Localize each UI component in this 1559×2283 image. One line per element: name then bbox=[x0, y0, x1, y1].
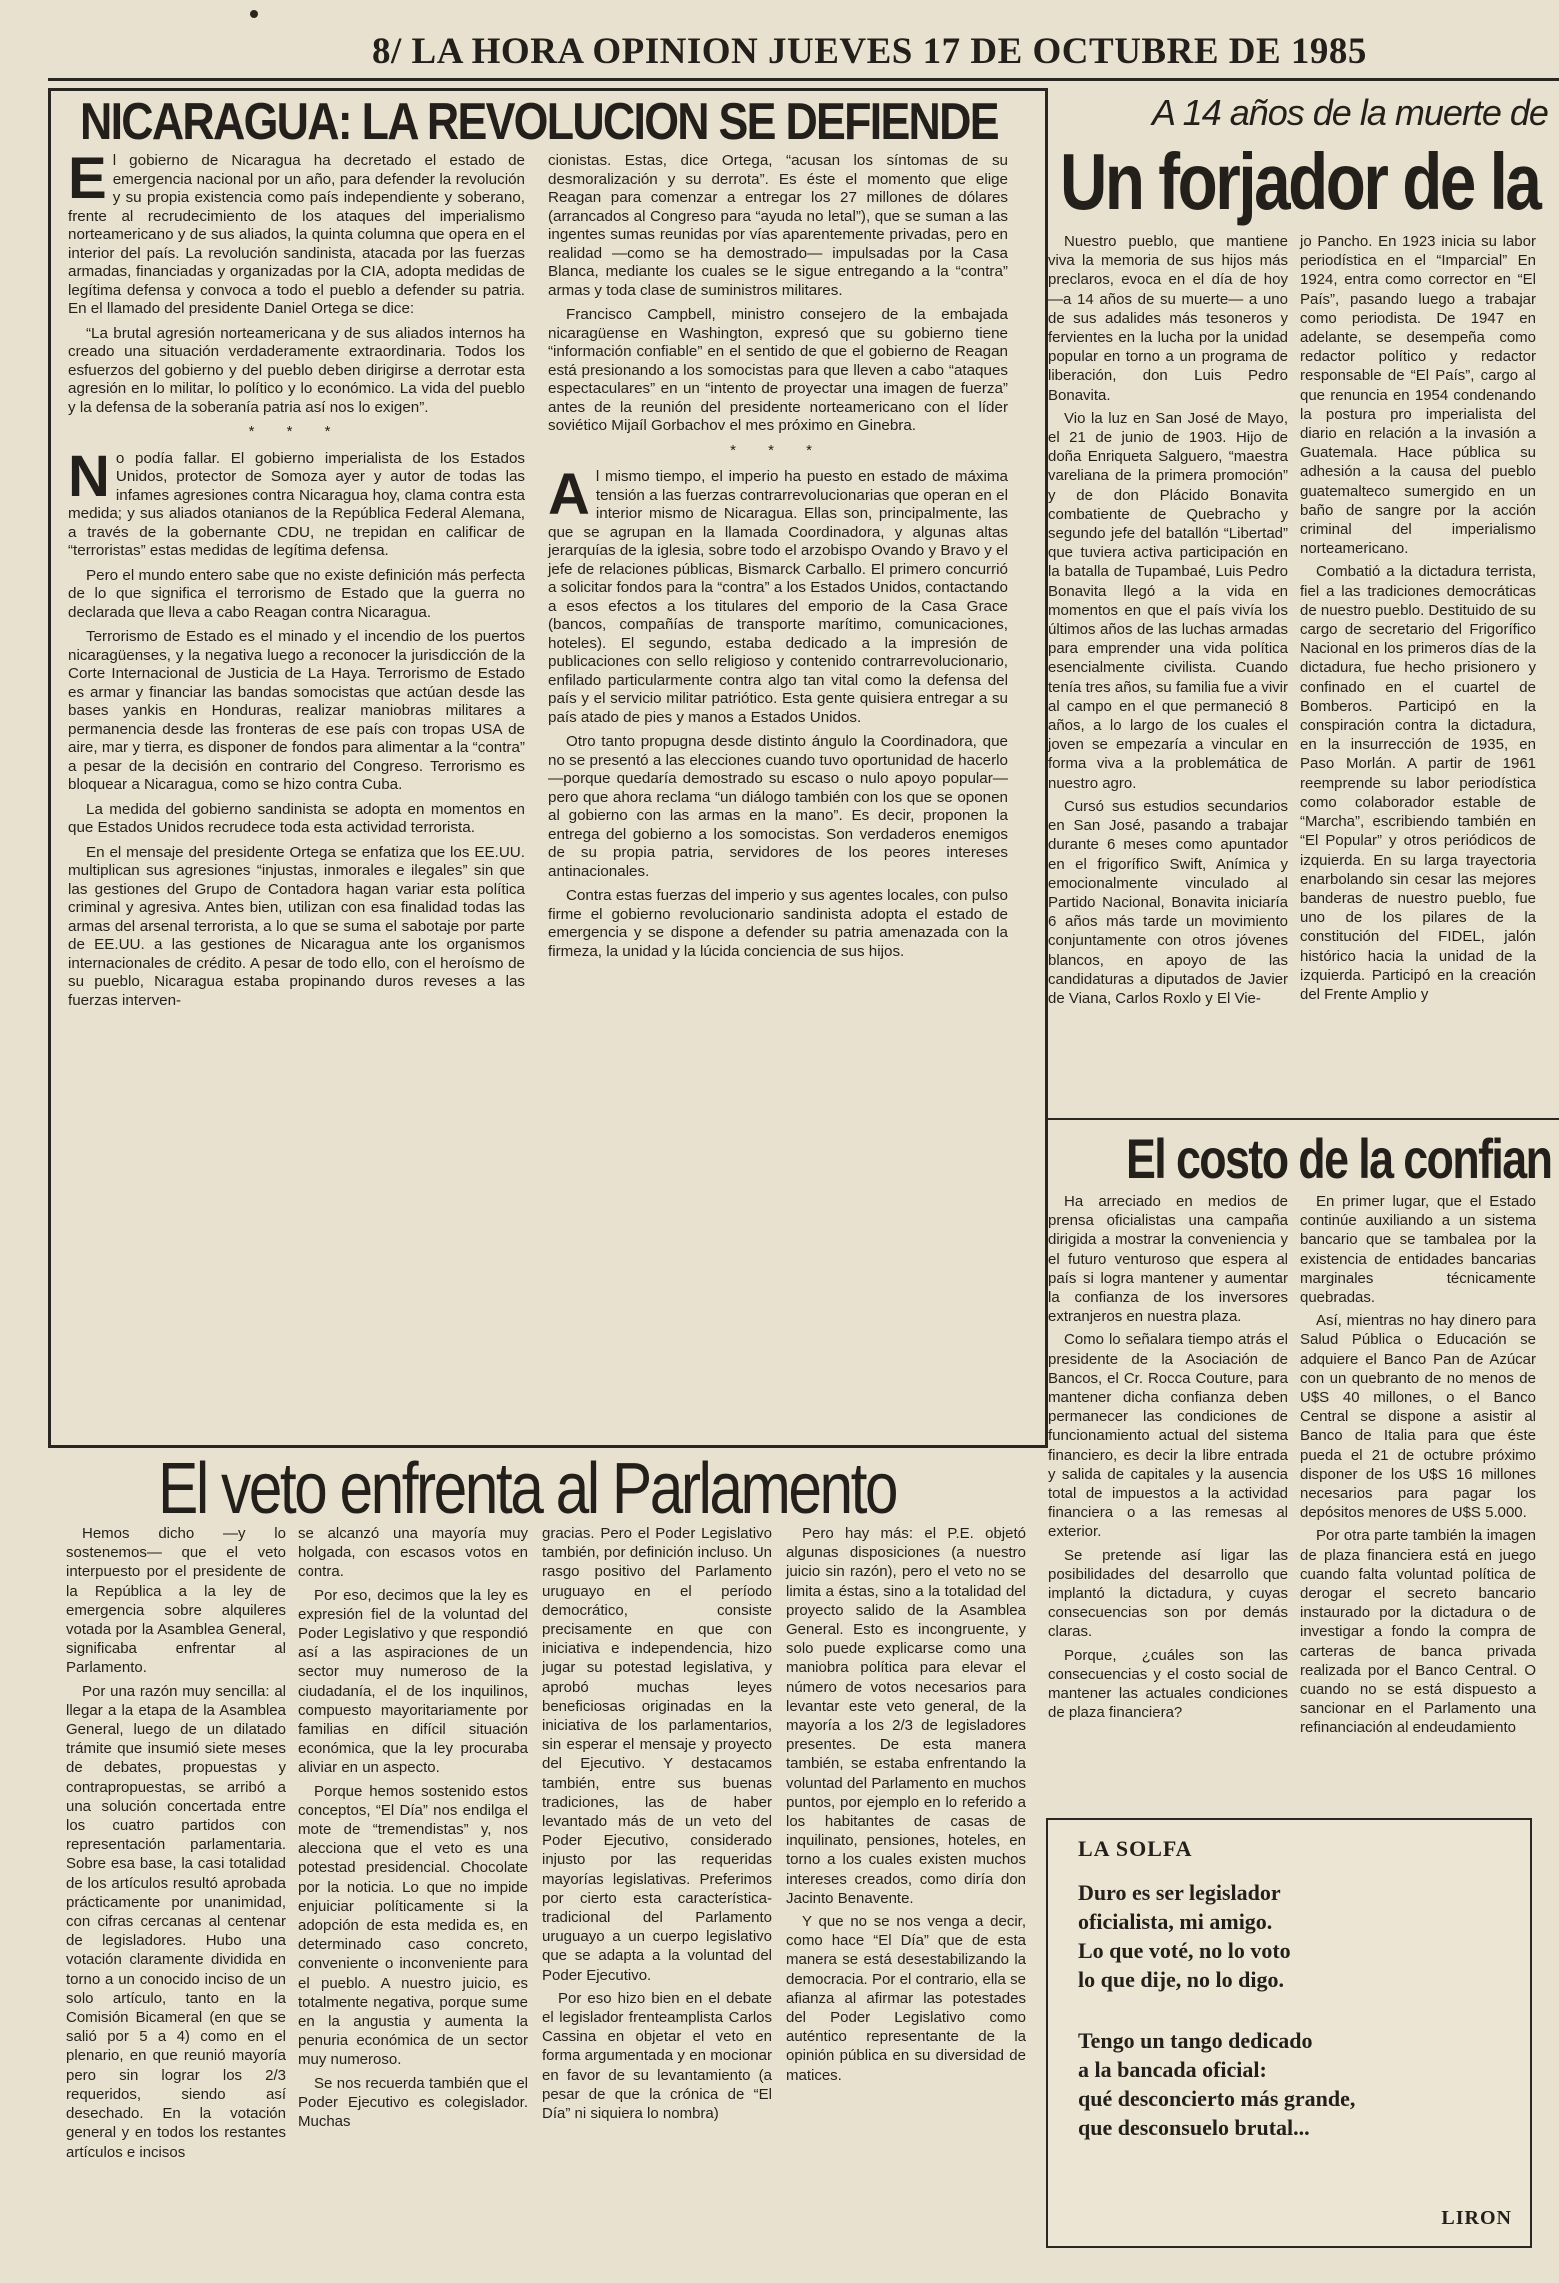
veto-paragraph: Por una razón muy sencilla: al llegar a la etapa de la Asamblea General, luego de un dilatado trámite que insumió siete meses de debates, propuestas y contrapropuestas, se arribó a una solución concertada entre los cuatro partidos con representación parlamentaria. Sobre esa base, la casi totalidad de los artículos resultó aprobada prácticamente por unanimidad, con cifras cercanas al centenar de legisladores. Hubo una votación claramente dividida en torno a un conocido inciso de un solo artículo, tanto en la Comisión Bicameral (en que se salió por 5 a 4) como en el plenario, en que reunió mayoría pero sin lograr los 2/3 requeridos, siendo así desechado. En la votación general y en todos los restantes artículos e incisos bbox=[66, 1682, 286, 2161]
solfa-line: oficialista, mi amigo. bbox=[1078, 1909, 1273, 1934]
veto-paragraph: Porque hemos sostenido estos conceptos, “El Día” nos endilga el mote de “tremendistas” y, nos alecciona que el veto es una potestad presidencial. Chocolate por la noticia. Lo que no impide enjuiciar políticamente si la adopción de esta medida es, en determinado caso concreto, conveniente o inconveniente para el pueblo. A nuestro juicio, es totalmente negativa, porque sume en la angustia y aumenta la penuria económica de un sector muy numeroso. bbox=[298, 1782, 528, 2069]
solfa-verse-1 bbox=[1078, 1878, 1518, 1994]
section-divider: * * * bbox=[248, 423, 345, 440]
nicaragua-paragraph: cionistas. Estas, dice Ortega, “acusan los síntomas de su desmoralización y su derrota”. Es éste el momento que elige Reagan para comenzar a entregar los 27 millones de dólares (arrancados al Congreso para “ayuda no letal”), que se suman a las ingentes sumas reunidas por vías aparentemente privadas, pero en realidad —como se ha demostrado— impulsadas por la Casa Blanca, mediante los cuales se le sigue entregando a la “contra” armas y toda clase de suministros militares. bbox=[548, 152, 1008, 299]
veto-paragraph: se alcanzó una mayoría muy holgada, con escasos votos en contra. bbox=[298, 1525, 528, 1581]
nicaragua-paragraph: l gobierno de Nicaragua ha decretado el estado de emergencia nacional por un año, para defender la revolución y su propia existencia como país independiente y soberano, frente al recrudecimiento de los ataques del imperialismo norteamericano y de sus aliados, la quinta columna que opera en el interior del país. La revolución sandinista, atacada por las fuerzas armadas, financiadas y organizadas por la CIA, adopta medidas de legítima defensa y convoca a todo el pueblo a defender su patria. En el llamado del presidente Daniel Ortega se dice: bbox=[68, 152, 525, 317]
costo-paragraph: Así, mientras no hay dinero para Salud Pública o Educación se adquiere el Banco Pan de Azúcar con un quebranto de no menos de U$S 40 millones, o el Banco Central se dispone a asistir al Banco de Italia para que éste pueda el 21 de octubre próximo disponer de los U$S 16 millones necesarios para pagar los depósitos menores de U$S 5.000. bbox=[1300, 1312, 1536, 1522]
forjador-headline: Un forjador de la bbox=[1060, 137, 1540, 226]
veto-paragraph: Se nos recuerda también que el Poder Ejecutivo es colegislador. Muchas bbox=[298, 2074, 528, 2131]
drop-cap-a: A bbox=[548, 462, 590, 527]
drop-cap-n: N bbox=[68, 443, 110, 509]
solfa-line: que desconsuelo brutal... bbox=[1078, 2115, 1310, 2140]
nicaragua-paragraph: Pero el mundo entero sabe que no existe definición más perfecta de lo que significa el terrorismo de Estado que la guerra no declarada que lleva a cabo Reagan contra Nicaragua. bbox=[68, 566, 525, 621]
veto-paragraph: Y que no se nos venga a decir, como hace “El Día” que de esta manera se está desestabilizando la democracia. Por el contrario, ella se afianza al afirmar las potestades del Poder Legislativo como auténtico representante de la opinión pública en su diversidad de matices. bbox=[786, 1913, 1026, 2084]
nicaragua-paragraph: Contra estas fuerzas del imperio y sus agentes locales, con pulso firme el gobierno revolucionario sandinista adopta el estado de emergencia y se dispone a defender su patria amenazada con la firmeza, la unidad y la lúcida conciencia de sus hijos. bbox=[548, 887, 1008, 960]
nicaragua-paragraph: o podía fallar. El gobierno imperialista de los Estados Unidos, protector de Somoza ayer y autor de todas las infames agresiones contra Nicaragua hoy, clama contra esta medida; y sus aliados otanianos de la República Federal Alemana, a través de la gobernante CDU, ne trepidan en calificar de “terroristas” estas medidas de legítima defensa. bbox=[68, 449, 525, 559]
veto-column-1 bbox=[66, 1524, 286, 2244]
nicaragua-paragraph: Terrorismo de Estado es el minado y el incendio de los puertos nicaragüenses, y la negativa luego a reconocer la jurisdicción de la Corte Internacional de Justicia de La Haya. Terrorismo de Estado es armar y financiar las bandas somocistas que actúan desde las bases yankis en Honduras, realizar maniobras militares a permanencia desde las fronteras de ese país con tropas USA de aire, mar y tierra, es disponer de fondos para alimentar a la “contra” a pesar de la decisión en contrario del Congreso. Terrorismo es bloquear a Nicaragua, como se hizo contra Cuba. bbox=[68, 628, 525, 793]
page-header: 8/ LA HORA OPINION JUEVES 17 DE OCTUBRE DE 1985 bbox=[372, 31, 1367, 72]
nicaragua-headline: NICARAGUA: LA REVOLUCION SE DEFIENDE bbox=[80, 93, 998, 151]
forjador-paragraph: Nuestro pueblo, que mantiene viva la memoria de sus hijos más preclaros, evoca en el día de hoy —a 14 años de su muerte— a uno de sus adalides más tesoneros y fervientes en la lucha por la unidad popular en torno a un programa de liberación, don Luis Pedro Bonavita. bbox=[1048, 233, 1288, 404]
solfa-line: Lo que voté, no lo voto bbox=[1078, 1938, 1291, 1963]
forjador-kicker: A 14 años de la muerte de bbox=[1152, 92, 1548, 133]
veto-headline: El veto enfrenta al Parlamento bbox=[158, 1449, 896, 1529]
costo-paragraph: Porque, ¿cuáles son las consecuencias y el costo social de mantener las actuales condiciones de plaza financiera? bbox=[1048, 1646, 1288, 1722]
costo-paragraph: Ha arreciado en medios de prensa oficialistas una campaña dirigida a mostrar la conveniencia y el futuro venturoso que espera al país si logra mantener y aumentar la confianza de los inversores extranjeros en nuestra plaza. bbox=[1048, 1193, 1288, 1326]
header-rule bbox=[48, 78, 1559, 81]
solfa-line: Tengo un tango dedicado bbox=[1078, 2028, 1313, 2053]
costo-column-1 bbox=[1048, 1192, 1288, 1722]
solfa-line: Duro es ser legislador bbox=[1078, 1880, 1281, 1905]
solfa-line: lo que dije, no lo digo. bbox=[1078, 1967, 1284, 1992]
veto-column-2 bbox=[298, 1524, 528, 2244]
nicaragua-paragraph: Francisco Campbell, ministro consejero de la embajada nicaragüense en Washington, expresó que su gobierno tiene “información confiable” en el sentido de que el gobierno de Reagan está presionando a los somocistas para que lleven a cabo “ataques espectaculares” en un “intento de proyectar una imagen de fuerza” antes de la reunión del presidente norteamericano con el líder soviético Mijaíl Gorbachov el mes próximo en Ginebra. bbox=[548, 306, 1008, 434]
costo-column-2 bbox=[1300, 1192, 1536, 1812]
forjador-paragraph: Vio la luz en San José de Mayo, el 21 de junio de 1903. Hijo de doña Enriqueta Salguero, “maestra vareliana de la primera promoción” y de don Plácido Bonavita combatiente de Quebracho y segundo jefe del batallón “Libertad” que tuviera activa participación en la batalla de Tupambaé, Luis Pedro Bonavita llegó a la vida en momentos en que el país vivía los últimos años de las luchas armadas para emprender una vida política esencialmente civilista. Cuando tenía tres años, su familia fue a vivir al campo en el que permaneció 8 años, a lo largo de los cuales el joven se empezaría a vincular en forma viva a la problemática de nuestro agro. bbox=[1048, 409, 1288, 792]
section-divider: * * * bbox=[730, 441, 826, 459]
costo-paragraph: Se pretende así ligar las posibilidades del desarrollo que implantó la dictadura, y cuyas consecuencias son por demás claras. bbox=[1048, 1546, 1288, 1641]
solfa-line: qué desconcierto más grande, bbox=[1078, 2086, 1356, 2111]
forjador-bottom-rule bbox=[1048, 1118, 1559, 1120]
forjador-paragraph: Combatió a la dictadura terrista, fiel a las tradiciones democráticas de nuestro pueblo. Destituido de su cargo de secretario del Frigorífico Nacional en los primeros días de la dictadura, fue hecho prisionero y confinado en el cuartel de Bomberos. Participó en la conspiración contra la dictadura, en la insurrección de 1935, en Paso Morlán. A partir de 1961 reemprende su labor periodística como colaborador estable de “Marcha”, escribiendo también en “El Popular” y otros periódicos de izquierda. En su larga trayectoria enarbolando sin cesar las mejores banderas de nuestro pueblo, fue uno de los pilares de la constitución del FIDEL, jalón histórico hacia la unidad de la izquierda. Participó en la creación del Frente Amplio y bbox=[1300, 563, 1536, 1003]
print-mark bbox=[250, 10, 258, 18]
forjador-column-1 bbox=[1048, 232, 1288, 1112]
nicaragua-column-1 bbox=[68, 146, 525, 1437]
veto-column-3 bbox=[542, 1524, 772, 2244]
veto-paragraph: Pero hay más: el P.E. objetó algunas disposiciones (a nuestro juicio sin razón), pero el veto no se limita a éstas, sino a la totalidad del proyecto salido de la Asamblea General. Esto es incongruente, y solo puede explicarse como una maniobra política para elevar el número de votos necesarios para levantar este veto general, de la mayoría a los 2/3 de legisladores presentes. De esta manera también, se estaba enfrentando la voluntad del Parlamento en muchos puntos, por ejemplo en lo referido a los habitantes de casas de inquilinato, pensiones, hoteles, en torno a los cuales existen muchos intereses creados, como diría don Jacinto Benavente. bbox=[786, 1525, 1026, 1907]
veto-column-4 bbox=[786, 1524, 1026, 2244]
nicaragua-paragraph: Otro tanto propugna desde distinto ángulo la Coordinadora, que no se presentó a las elecciones cuando tuvo oportunidad de hacerlo —porque quedaría demostrado su escaso o nulo apoyo popular— pero que ahora reclama “un diálogo también con los que se oponen al gobierno con las armas en la mano”. Es decir, proponen la entrega del gobierno a los somocistas. Son verdaderos enemigos de su propia patria, servidores de los peores intereses antinacionales. bbox=[548, 733, 1008, 880]
forjador-paragraph: jo Pancho. En 1923 inicia su labor periodística en el “Imparcial” En 1924, entra como corrector en “El País”, pasando luego a trabajar como periodista. De 1947 en adelante, se desempeña como redactor político y redactor responsable de “El País”, cargo al que renuncia en 1954 condenando la postura pro imperialista del diario en relación a la invasión a Guatemala. Hace pública su adhesión a la causa del pueblo guatemalteco sumergido en un baño de sangre por la acción criminal del imperialismo norteamericano. bbox=[1300, 233, 1536, 558]
costo-paragraph: En primer lugar, que el Estado continúe auxiliando a un sistema bancario que se tambalea por la existencia de entidades bancarias marginales técnicamente quebradas. bbox=[1300, 1193, 1536, 1307]
nicaragua-paragraph: La medida del gobierno sandinista se adopta en momentos en que Estados Unidos recrudece toda esta actividad terrorista. bbox=[68, 800, 525, 836]
costo-paragraph: Como lo señalara tiempo atrás el presidente de la Asociación de Bancos, el Cr. Rocca Couture, para mantener dicha confianza deben permanecer las condiciones de funcionamiento actual del sistema financiero, es decir la libre entrada y salida de capitales y la ausencia total de impuestos a la actividad financiera o a las remesas al exterior. bbox=[1048, 1331, 1288, 1541]
nicaragua-column-2 bbox=[548, 152, 1008, 1437]
veto-paragraph: Por eso hizo bien en el debate el legislador frenteamplista Carlos Cassina en objetar el veto en forma argumentada y en mocionar en favor de su levantamiento (a pesar de que la crónica de “El Día” ni siquiera lo nombra) bbox=[542, 1989, 772, 2123]
ortega-quote: “La brutal agresión norteamericana y de sus aliados internos ha creado una situación verdaderamente extraordinaria. Todos los esfuerzos del gobierno y del pueblo deben dirigirse a derrotar esta agresión en lo militar, lo político y lo económico. La vida del pueblo y la defensa de la soberanía patria así nos lo exigen”. bbox=[68, 324, 525, 416]
veto-paragraph: Hemos dicho —y lo sostenemos— que el veto interpuesto por el presidente de la República a la ley de emergencia sobre alquileres votada por la Asamblea General, significaba enfrentar al Parlamento. bbox=[66, 1525, 286, 1677]
nicaragua-paragraph: l mismo tiempo, el imperio ha puesto en estado de máxima tensión a las fuerzas contrarrevolucionarias que operan en el interior mismo de Nicaragua. Ellas son, principalmente, las que se agrupan en la llamada Coordinadora, y algunas altas jerarquías de la iglesia, sobre todo el arzobispo Ovando y Bravo y el jefe de relaciones públicas, Bismarck Carballo. El primero concurrió a solicitar fondos para la “contra” a los Estados Unidos, contactando a esos efectos a los titulares del emporio de la Casa Grace (bancos, compañías de transporte marítimo, comunicaciones, hoteles). El segundo, estaba dedicado a la impresión de publicaciones con sello religioso y contenido contrarrevolucionario, enfilado particularmente contra algo tan vital como la defensa del país y el servicio militar patriótico. Esta gente quisiera entregar a su país atado de pies y manos a Estados Unidos. bbox=[548, 468, 1008, 726]
solfa-verse-2 bbox=[1078, 2026, 1518, 2142]
forjador-paragraph: Cursó sus estudios secundarios en San José, pasando a trabajar durante 6 meses como apuntador en el frigorífico Swift, Anímica y emocionalmente vinculado al Partido Nacional, Bonavita iniciaría 6 años más tarde un movimiento conjuntamente con otros jóvenes blancos, en apoyo de las candidaturas a diputados de Javier de Viana, Carlos Roxlo y El Vie- bbox=[1048, 797, 1288, 1007]
nicaragua-paragraph: En el mensaje del presidente Ortega se enfatiza que los EE.UU. multiplican sus agresiones “injustas, inmorales e ilegales” sin que las gestiones del Grupo de Contadora hagan variar esta política criminal y agresiva. Antes bien, utilizan con esa finalidad todas las armas del arsenal terrorista, a lo que se suma el sabotaje por parte de EE.UU. a las gestiones de Nicaragua ante los organismos internacionales de crédito. A pesar de todo ello, con el heroísmo de su pueblo, Nicaragua estaba propinando duros reveses a las fuerzas interven- bbox=[68, 843, 525, 1009]
forjador-column-2 bbox=[1300, 232, 1536, 1112]
veto-paragraph: Por eso, decimos que la ley es expresión fiel de la voluntad del Poder Legislativo y que respondió así a las aspiraciones de un sector muy numeroso de la ciudadanía, el de los inquilinos, compuesto mayoritariamente por familias en difícil situación económica, que la ley procuraba aliviar en un aspecto. bbox=[298, 1586, 528, 1777]
costo-paragraph: Por otra parte también la imagen de plaza financiera está en juego cuando falta voluntad política de derogar el secreto bancario instaurado por la dictadura o de investigar a fondo la compra de carteras de banca privada realizada por el Banco Central. O cuando no se está dispuesto a sancionar en el Parlamento una refinanciación al endeudamiento bbox=[1300, 1527, 1536, 1737]
costo-headline: El costo de la confian bbox=[1126, 1127, 1552, 1190]
drop-cap-e: E bbox=[68, 146, 107, 211]
solfa-title: LA SOLFA bbox=[1078, 1836, 1193, 1861]
veto-paragraph: gracias. Pero el Poder Legislativo también, por definición incluso. Un rasgo positivo del Parlamento uruguayo en el período democrático, consiste precisamente en que con iniciativa e independencia, hizo jugar su potestad legislativa, y aprobó muchas leyes beneficiosas originadas en la iniciativa de los parlamentarios, sin esperar el mensaje y proyecto del Ejecutivo. Y destacamos también, entre sus buenas tradiciones, las de haber levantado más de un veto del Poder Ejecutivo, considerado injusto por las requeridas mayorías legislativas. Preferimos por cierto esta característica-tradicional del Parlamento uruguayo a un cuerpo legislativo que se adapta a la voluntad del Poder Ejecutivo. bbox=[542, 1525, 772, 1984]
solfa-signature: LIRON bbox=[1441, 2207, 1512, 2229]
la-solfa-box bbox=[1046, 1818, 1532, 2248]
solfa-line: a la bancada oficial: bbox=[1078, 2057, 1267, 2082]
